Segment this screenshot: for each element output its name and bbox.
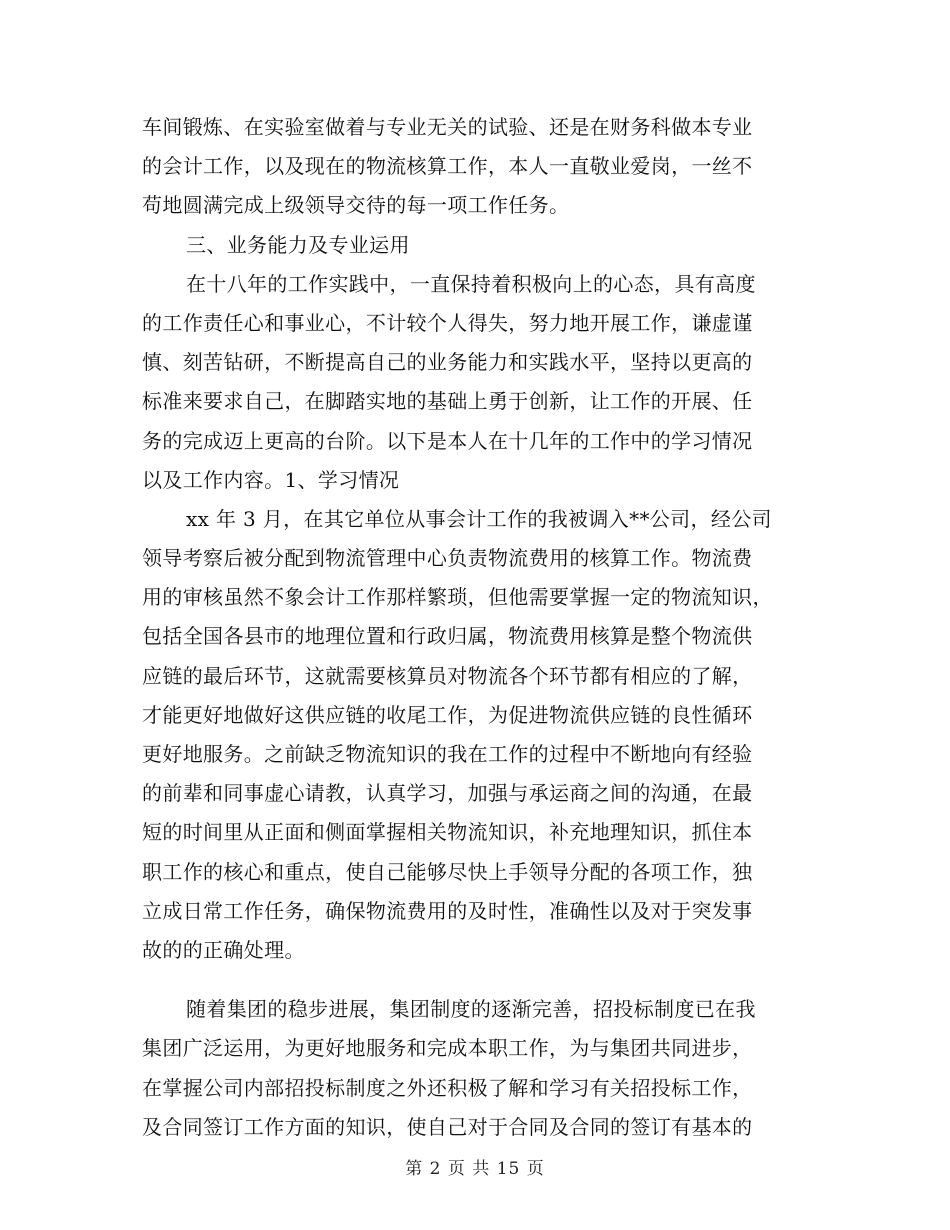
text-line: 集团广泛运用，为更好地服务和完成本职工作，为与集团共同进步， (142, 1036, 753, 1061)
text-line: 的前辈和同事虚心请教，认真学习，加强与承运商之间的沟通，在最 (142, 781, 753, 806)
text-line: 的工作责任心和事业心，不计较个人得失，努力地开展工作，谦虚谨 (142, 310, 753, 335)
text-line: 才能更好地做好这供应链的收尾工作，为促进物流供应链的良性循环 (142, 702, 753, 727)
text-line: 务的完成迈上更高的台阶。以下是本人在十几年的工作中的学习情况 (142, 428, 753, 453)
body-text (142, 108, 808, 1147)
text-line: 立成日常工作任务，确保物流费用的及时性，准确性以及对于突发事 (142, 898, 753, 923)
text-line: 标准来要求自己，在脚踏实地的基础上勇于创新，让工作的开展、任 (142, 389, 753, 414)
text-line: 故的的正确处理。 (142, 937, 305, 962)
page-number-footer: 第 2 页 共 15 页 (405, 1159, 545, 1179)
text-line: 应链的最后环节，这就需要核算员对物流各个环节都有相应的了解， (142, 663, 753, 688)
text-line: xx 年 3 月，在其它单位从事会计工作的我被调入**公司，经公司 (186, 506, 772, 531)
text-line: 以及工作内容。1、学习情况 (142, 467, 400, 492)
text-line: 随着集团的稳步进展，集团制度的逐渐完善，招投标制度已在我 (186, 997, 756, 1022)
text-line: 慎、刻苦钻研，不断提高自己的业务能力和实践水平，坚持以更高的 (142, 350, 753, 375)
text-line: 更好地服务。之前缺乏物流知识的我在工作的过程中不断地向有经验 (142, 742, 753, 766)
text-line: 苟地圆满完成上级领导交待的每一项工作任务。 (142, 193, 570, 218)
text-line: 领导考察后被分配到物流管理中心负责物流费用的核算工作。物流费 (142, 546, 753, 571)
text-line: 在掌握公司内部招投标制度之外还积极了解和学习有关招投标工作， (142, 1075, 753, 1100)
text-line: 及合同签订工作方面的知识，使自己对于合同及合同的签订有基本的 (142, 1114, 753, 1139)
section-heading: 三、业务能力及专业运用 (186, 232, 410, 257)
text-line: 短的时间里从正面和侧面掌握相关物流知识，补充地理知识，抓住本 (142, 820, 753, 845)
text-line: 用的审核虽然不象会计工作那样繁琐，但他需要掌握一定的物流知识， (142, 585, 773, 610)
text-line: 职工作的核心和重点，使自己能够尽快上手领导分配的各项工作，独 (142, 859, 753, 884)
text-line: 的会计工作，以及现在的物流核算工作，本人一直敬业爱岗，一丝不 (142, 154, 753, 179)
text-line: 车间锻炼、在实验室做着与专业无关的试验、还是在财务科做本专业 (142, 115, 753, 139)
text-line: 在十八年的工作实践中，一直保持着积极向上的心态，具有高度 (186, 271, 756, 296)
text-line: 包括全国各县市的地理位置和行政归属，物流费用核算是整个物流供 (142, 624, 753, 649)
